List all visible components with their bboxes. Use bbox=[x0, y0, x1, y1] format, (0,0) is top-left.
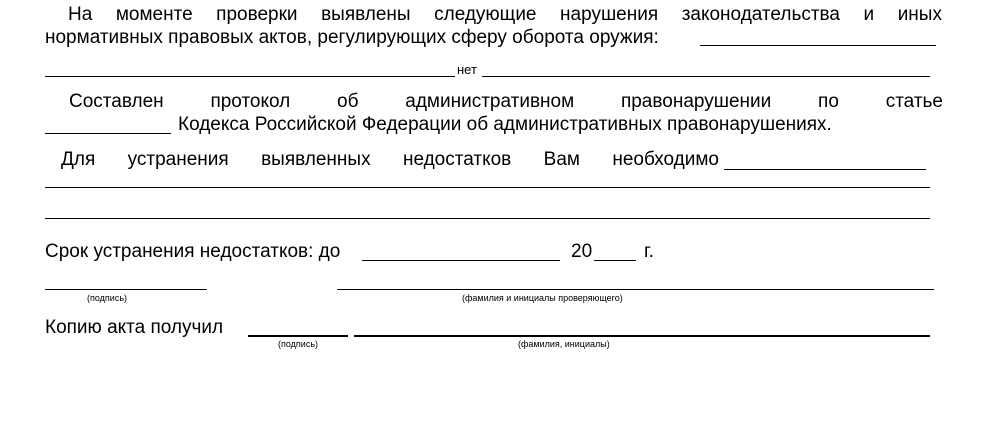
deadline-label: Срок устранения недостатков: до bbox=[45, 241, 341, 262]
inspector-name-line[interactable] bbox=[337, 289, 934, 290]
p3-word: выявленных bbox=[261, 149, 371, 170]
p3-word: необходимо bbox=[612, 149, 719, 170]
violations-field-line2-left[interactable] bbox=[45, 76, 455, 77]
p1-word: нарушения bbox=[560, 4, 659, 25]
p1-word: следующие bbox=[434, 4, 537, 25]
p3-word: Для bbox=[61, 149, 96, 170]
p1-word: иных bbox=[897, 4, 942, 25]
paragraph1-line1 bbox=[68, 4, 942, 26]
copy-name-caption: (фамилия, инициалы) bbox=[518, 339, 610, 349]
p2-word: правонарушении bbox=[620, 91, 772, 112]
article-field-line[interactable] bbox=[45, 133, 171, 134]
inspector-name-caption: (фамилия и инициалы проверяющего) bbox=[462, 293, 623, 303]
p1-word: законодательства bbox=[681, 4, 840, 25]
deadline-year-prefix: 20 bbox=[571, 241, 593, 262]
paragraph1-line2: нормативных правовых актов, регулирующих сферу оборота оружия: bbox=[45, 27, 659, 48]
violations-field-line[interactable] bbox=[700, 45, 936, 46]
p1-word: проверки bbox=[216, 4, 298, 25]
p3-word: устранения bbox=[127, 149, 229, 170]
copy-signature-line[interactable] bbox=[248, 335, 348, 337]
deadline-year-line[interactable] bbox=[594, 260, 636, 261]
p1-word: выявлены bbox=[321, 4, 411, 25]
required-actions-line2[interactable] bbox=[45, 187, 930, 188]
copy-received-label: Копию акта получил bbox=[45, 317, 224, 338]
required-actions-line1[interactable] bbox=[724, 169, 926, 170]
p1-word: На bbox=[68, 4, 93, 25]
required-actions-line3[interactable] bbox=[45, 218, 930, 219]
p2-word: по bbox=[818, 91, 839, 112]
inspector-signature-caption: (подпись) bbox=[87, 293, 128, 303]
p3-word: Вам bbox=[543, 149, 580, 170]
p3-word: недостатков bbox=[402, 149, 512, 170]
p1-word: моменте bbox=[115, 4, 193, 25]
copy-name-line[interactable] bbox=[354, 335, 930, 337]
deadline-date-line[interactable] bbox=[362, 260, 560, 261]
inspector-signature-line[interactable] bbox=[45, 289, 207, 290]
p2-word: Составлен bbox=[69, 91, 164, 112]
p2-word: протокол bbox=[210, 91, 291, 112]
p2-word: об bbox=[337, 91, 359, 112]
violations-value: нет bbox=[457, 62, 477, 77]
copy-signature-caption: (подпись) bbox=[278, 339, 319, 349]
paragraph2-line2: Кодекса Российской Федерации об административных правонарушениях. bbox=[178, 114, 832, 135]
violations-field-line2-right[interactable] bbox=[482, 76, 930, 77]
paragraph3-line1 bbox=[61, 149, 719, 171]
p1-word: и bbox=[863, 4, 875, 25]
paragraph2-line1 bbox=[69, 91, 943, 113]
p2-word: статье bbox=[885, 91, 943, 112]
deadline-year-suffix: г. bbox=[644, 241, 654, 262]
p2-word: административном bbox=[405, 91, 575, 112]
